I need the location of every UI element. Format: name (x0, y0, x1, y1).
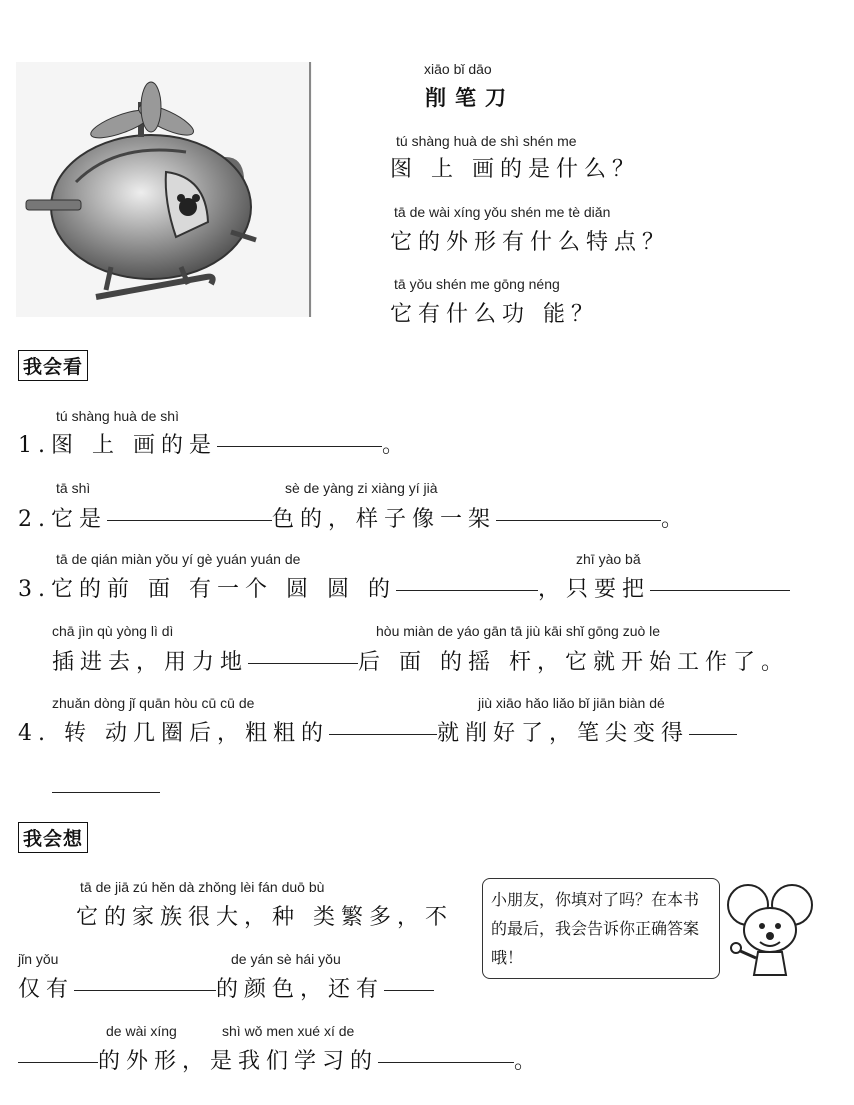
think-line1-pinyin: tā de jiā zú hěn dà zhǒng lèi fán duō bù (80, 879, 325, 895)
question-2-pinyin: tā de wài xíng yǒu shén me tè diǎn (394, 204, 611, 220)
item3-label-a: 3.它的前 面 有一个 圆 圆 的 (18, 577, 396, 602)
think-line2-label-b: 的颜色，还有 (216, 977, 385, 1002)
item3-blank-a[interactable] (396, 589, 538, 591)
question-1-pinyin: tú shàng huà de shì shén me (396, 133, 577, 149)
item2-label-a: 2.它是 (18, 507, 107, 532)
item3-pinyin-a: tā de qián miàn yǒu yí gè yuán yuán de (56, 551, 301, 567)
item3b-text (52, 645, 789, 676)
think-line2-text (18, 972, 434, 1003)
think-line1-text: 它的家族很大，种 类繁多，不 (76, 905, 453, 930)
title-pinyin: xiāo bǐ dāo (424, 61, 492, 77)
helicopter-sharpener-image (16, 62, 312, 317)
item3-blank-b[interactable] (650, 589, 790, 591)
item2-end: 。 (661, 507, 690, 532)
item2-pinyin-b: sè de yàng zi xiàng yí jià (285, 480, 438, 496)
item3b-blank[interactable] (248, 662, 358, 664)
item4-blank-b[interactable] (689, 733, 737, 735)
page-title: 削笔刀 (425, 85, 515, 110)
item4-pinyin-a: zhuǎn dòng jǐ quān hòu cū cū de (52, 695, 255, 711)
think-line3-label-b: 是我们学习的 (210, 1049, 379, 1074)
mouse-mascot-icon (720, 880, 820, 980)
item3-label-b: ，只要把 (537, 577, 650, 602)
think-line3-text (18, 1044, 542, 1075)
item1-text (18, 428, 410, 459)
think-line2-pinyin-b: de yán sè hái yǒu (231, 951, 341, 967)
think-line3-pinyin-b: shì wǒ men xué xí de (222, 1023, 355, 1039)
item2-label-b: 色的，样子像一架 (272, 507, 497, 532)
item1-pinyin: tú shàng huà de shì (56, 408, 179, 424)
think-line2-pinyin-a: jǐn yǒu (18, 951, 59, 967)
item3b-label-b: 后 面 的摇 杆，它就开始工作了。 (358, 650, 789, 675)
hint-bubble (482, 878, 720, 979)
item4-pinyin-b: jiù xiāo hǎo liǎo bǐ jiān biàn dé (478, 695, 665, 711)
item1-blank[interactable] (217, 445, 382, 447)
section-label-think: 我会想 (18, 822, 88, 853)
item2-text (18, 502, 689, 533)
section-label-look: 我会看 (18, 350, 88, 381)
think-line3-blank-a[interactable] (18, 1061, 98, 1063)
item2-blank-b[interactable] (496, 519, 661, 521)
item4-blank-a[interactable] (329, 733, 437, 735)
item4-blank-c[interactable] (52, 792, 160, 793)
think-line3-label-a: 的外形， (98, 1049, 211, 1074)
think-line2-blank-b[interactable] (384, 989, 434, 991)
item3-pinyin-b: zhī yào bǎ (576, 551, 641, 567)
item4-label-a: 4. 转 动几圈后，粗粗的 (18, 721, 329, 746)
item3-text (18, 572, 790, 603)
think-line3-end: 。 (514, 1049, 543, 1074)
question-3-pinyin: tā yǒu shén me gōng néng (394, 276, 560, 292)
item3b-label-a: 插进去，用力地 (52, 650, 249, 675)
item3b-pinyin-a: chā jìn qù yòng lì dì (52, 623, 174, 639)
item3b-pinyin-b: hòu miàn de yáo gān tā jiù kāi shǐ gōng zuò le (376, 623, 661, 639)
question-2: 它的外形有什么特点？ (390, 230, 671, 255)
think-line3-blank-b[interactable] (378, 1061, 514, 1063)
think-line3-pinyin-a: de wài xíng (106, 1023, 177, 1039)
item4-text (18, 716, 737, 747)
item2-pinyin-a: tā shì (56, 480, 91, 496)
item1-end: 。 (381, 433, 410, 458)
item2-blank-a[interactable] (107, 519, 272, 521)
item1-label: 1.图 上 画的是 (18, 433, 217, 458)
think-line2-blank-a[interactable] (74, 989, 216, 991)
item4-label-b: 就削好了，笔尖变得 (436, 721, 689, 746)
think-line2-label-a: 仅有 (18, 977, 75, 1002)
question-1: 图 上 画的是什么？ (390, 157, 640, 182)
question-3: 它有什么功 能？ (390, 302, 599, 327)
hint-bubble-text: 小朋友，你填对了吗？在本书的最后，我会告诉你正确答案哦！ (491, 890, 700, 967)
